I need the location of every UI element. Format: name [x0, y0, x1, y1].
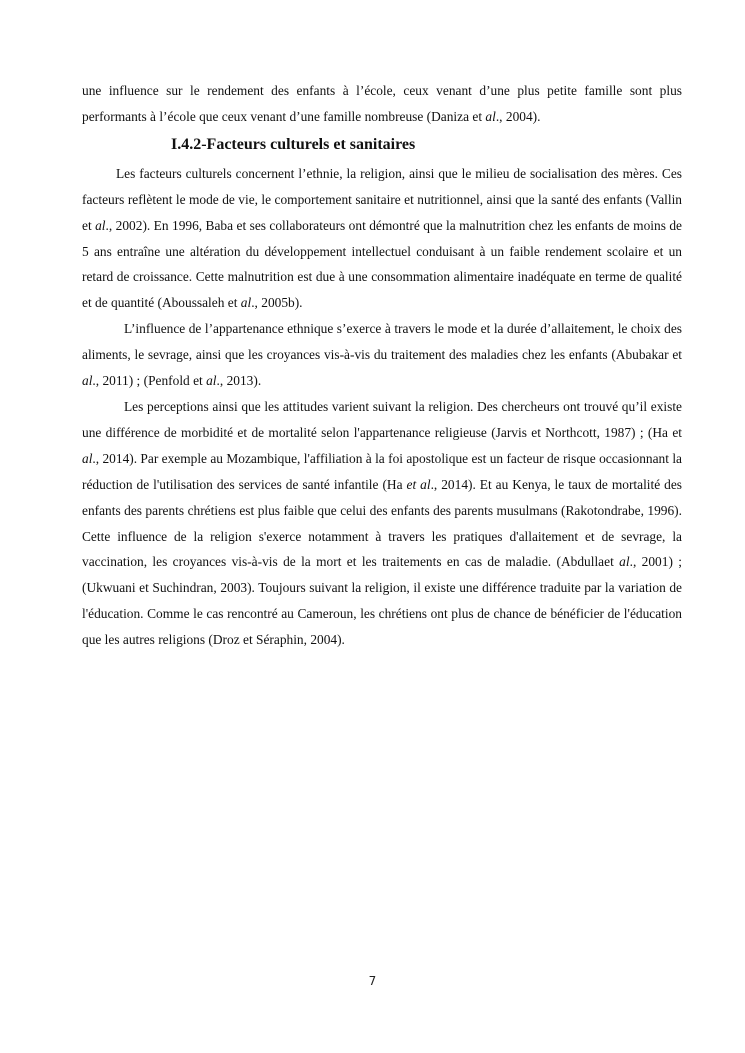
section-heading: I.4.2-Facteurs culturels et sanitaires [171, 135, 416, 153]
page-number: 7 [368, 974, 377, 988]
paragraph-intro-continuation [82, 78, 682, 130]
italic-run: al [619, 554, 630, 570]
italic-run: al [206, 373, 217, 389]
italic-run: al [485, 108, 496, 124]
text-run: ., 2004). [495, 108, 541, 124]
italic-run: al [95, 217, 106, 233]
document-page [82, 78, 682, 653]
text-run: Les perceptions ainsi que les attitudes varient suivant la religion. Des chercheurs ont trouvé qu’il existe une différence de morbidité et de mortalité selon l'appartenance religieuse (Jarvis et Northcott, 1987) ; (Ha et [82, 398, 682, 440]
text-run: L’influence de l’appartenance ethnique s’exerce à travers le mode et la durée d’allaitement, le choix des aliments, le sevrage, ainsi que les croyances vis-à-vis du traitement des maladies chez les enfants (Abubakar et [82, 321, 682, 363]
paragraph-ethnic-influence [82, 316, 682, 394]
text-run: ., 2014). Par exemple au Mozambique, l'affiliation à la foi apostolique est un facteur de risque occasionnant la réduction de l'utilisation des services de santé infantile (Ha [82, 450, 682, 492]
italic-run: al [240, 295, 252, 311]
italic-run: al [82, 450, 93, 466]
text-run: ., 2002). En 1996, Baba et ses collaborateurs ont démontré que la malnutrition chez les enfants de moins de 5 ans entraîne une altération du développement intellectuel conduisant à un faible rendement scolaire et un retard de croissance. Cette malnutrition est due à une consommation alimentaire inadéquate en terme de qualité et de quantité (Aboussaleh et [82, 217, 682, 311]
text-run: ., 2005b). [251, 295, 303, 311]
paragraph-religion-influence [82, 394, 682, 653]
text-run: ., 2001) ; (Ukwuani et Suchindran, 2003). Toujours suivant la religion, il existe une différence traduite par la variation de l'éducation. Comme le cas rencontré au Cameroun, les chrétiens ont plus de chance de bénéficier de l'éducation que les autres religions (Droz et Séraphin, 2004). [82, 554, 682, 648]
text-run: ., 2011) ; (Penfold et [92, 373, 207, 389]
text-run: une influence sur le rendement des enfants à l’école, ceux venant d’une plus petite famille sont plus performants à l’école que ceux venant d’une famille nombreuse (Daniza et [82, 83, 682, 124]
text-run: ., 2014). Et au Kenya, le taux de mortalité des enfants des parents chrétiens est plus faible que celui des enfants des parents musulmans (Rakotondrabe, 1996). Cette influence de la religion s'exerce notamment à travers les pratiques d'allaitement et de sevrage, la vaccination, les croyances vis-à-vis de la mort et les traitements en cas de maladie. (Abdullaet [82, 476, 682, 570]
text-run: ., 2013). [216, 373, 262, 389]
text-run: Les facteurs culturels concernent l’ethnie, la religion, ainsi que le milieu de socialisation des mères. Ces facteurs reflètent le mode de vie, le comportement sanitaire et nutritionnel, ainsi que la santé des enfants (Vallin et [82, 165, 682, 233]
italic-run: et al [406, 476, 431, 492]
paragraph-cultural-factors [82, 161, 682, 316]
italic-run: al [82, 373, 93, 389]
